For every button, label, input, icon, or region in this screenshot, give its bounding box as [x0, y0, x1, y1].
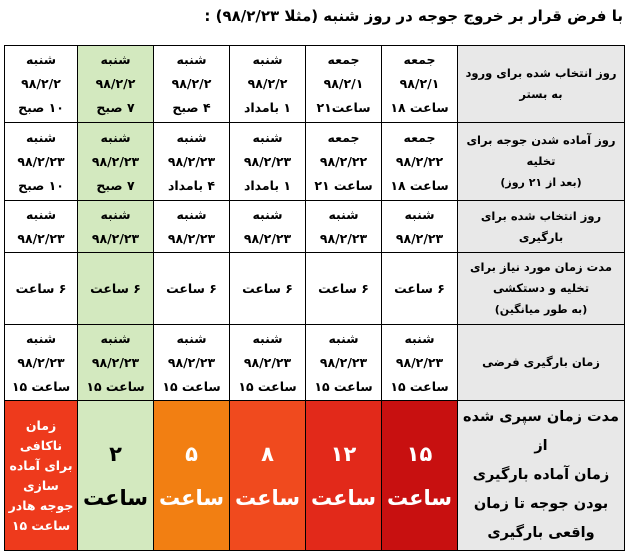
table-cell: شنبه ۹۸/۲/۲ ۴ صبح: [154, 46, 230, 123]
table-cell: شنبه ۹۸/۲/۲۳ ۴ بامداد: [154, 123, 230, 201]
table-cell: شنبه ۹۸/۲/۲۳ ساعت ۱۵: [5, 325, 78, 401]
table-cell: ۶ ساعت: [230, 253, 306, 325]
table-cell: شنبه ۹۸/۲/۲۳ ساعت ۱۵: [306, 325, 382, 401]
row-load-time: [5, 325, 625, 401]
elapsed-cell-12h: ۱۲ ساعت: [306, 401, 382, 551]
table-cell-highlighted: شنبه ۹۸/۲/۲۳ ساعت ۱۵: [78, 325, 154, 401]
table-cell-highlighted: ۶ ساعت: [78, 253, 154, 325]
row-label-entry-day: روز انتخاب شده برای ورود به بستر: [458, 46, 625, 123]
elapsed-cell-5h: ۵ ساعت: [154, 401, 230, 551]
insufficient-time-note: زمان ناکافی برای آماده سازی جوجه هادر ساعت ۱۵: [5, 401, 78, 551]
table-cell: شنبه ۹۸/۲/۲۳ ساعت ۱۵: [154, 325, 230, 401]
row-ready-day: [5, 123, 625, 201]
row-elapsed-time: [5, 401, 625, 551]
table-cell: شنبه ۹۸/۲/۲ ۱ بامداد: [230, 46, 306, 123]
table-cell: شنبه ۹۸/۲/۲۳ ۱۰ صبح: [5, 123, 78, 201]
table-cell: ۶ ساعت: [382, 253, 458, 325]
table-cell-highlighted: شنبه ۹۸/۲/۲ ۷ صبح: [78, 46, 154, 123]
table-cell: جمعه ۹۸/۲/۱ ساعت۲۱: [306, 46, 382, 123]
table-cell: شنبه ۹۸/۲/۲۳: [382, 201, 458, 253]
row-label-ready-day: روز آماده شدن جوجه برای تخلیه (بعد از ۲۱ روز): [458, 123, 625, 201]
row-loading-day: [5, 201, 625, 253]
table-cell: جمعه ۹۸/۲/۱ ساعت ۱۸: [382, 46, 458, 123]
table-cell: جمعه ۹۸/۲/۲۲ ساعت ۱۸: [382, 123, 458, 201]
table-cell: شنبه ۹۸/۲/۲۳: [154, 201, 230, 253]
table-cell: جمعه ۹۸/۲/۲۲ ساعت ۲۱: [306, 123, 382, 201]
table-cell: شنبه ۹۸/۲/۲۳: [306, 201, 382, 253]
table-cell: شنبه ۹۸/۲/۲۳: [230, 201, 306, 253]
table-cell: شنبه ۹۸/۲/۲۳ ۱ بامداد: [230, 123, 306, 201]
page-title: با فرض قرار بر خروج جوجه در روز شنبه (مثلا ۹۸/۲/۲۳) :: [204, 7, 623, 25]
row-label-unload-duration: مدت زمان مورد نیاز برای تخلیه و دستکشی (به طور میانگین): [458, 253, 625, 325]
schedule-table: [4, 45, 625, 551]
row-label-load-time: زمان بارگیری فرضی: [458, 325, 625, 401]
table-cell: ۶ ساعت: [5, 253, 78, 325]
table-cell: شنبه ۹۸/۲/۲۳ ساعت ۱۵: [230, 325, 306, 401]
table-cell: شنبه ۹۸/۲/۲ ۱۰ صبح: [5, 46, 78, 123]
table-cell: شنبه ۹۸/۲/۲۳: [5, 201, 78, 253]
table-cell: ۶ ساعت: [154, 253, 230, 325]
table-cell: شنبه ۹۸/۲/۲۳ ساعت ۱۵: [382, 325, 458, 401]
row-unload-duration: [5, 253, 625, 325]
elapsed-cell-15h: ۱۵ ساعت: [382, 401, 458, 551]
row-entry-day: [5, 46, 625, 123]
table-cell-highlighted: شنبه ۹۸/۲/۲۳ ۷ صبح: [78, 123, 154, 201]
elapsed-cell-2h: ۲ ساعت: [78, 401, 154, 551]
row-label-loading-day: روز انتخاب شده برای بارگیری: [458, 201, 625, 253]
table-cell: ۶ ساعت: [306, 253, 382, 325]
row-label-elapsed-time: مدت زمان سپری شده از زمان آماده بارگیری بودن جوجه تا زمان واقعی بارگیری: [458, 401, 625, 551]
table-cell-highlighted: شنبه ۹۸/۲/۲۳: [78, 201, 154, 253]
elapsed-cell-8h: ۸ ساعت: [230, 401, 306, 551]
